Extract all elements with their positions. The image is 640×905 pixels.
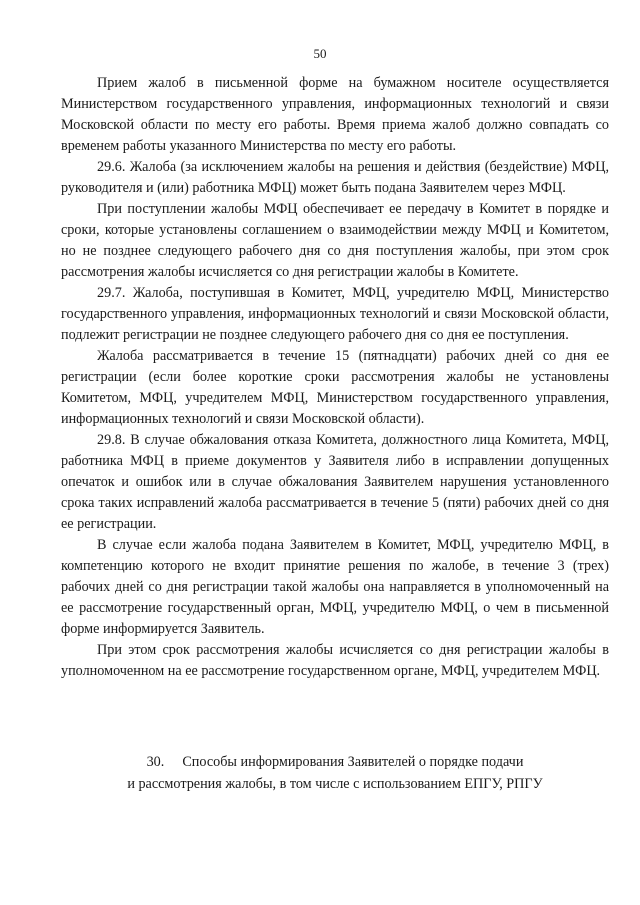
page-number: 50 [313,46,327,61]
paragraph: 29.7. Жалоба, поступившая в Комитет, МФЦ, учредителю МФЦ, Министерство государственного управления, информационных технологий и связи Московской области, подлежит регистрации не позднее следующего рабочего дня со дня ее поступления. [61,285,609,343]
paragraph: 29.8. В случае обжалования отказа Комитета, должностного лица Комитета, МФЦ, работника МФЦ в приеме документов у Заявителя либо в исправлении допущенных опечаток и ошибок или в случае обжалования Заявителем нарушения установленного срока таких исправлений жалоба рассматривается в течение 5 (пяти) рабочих дней со дня ее регистрации. [61,432,609,532]
paragraph: Прием жалоб в письменной форме на бумажном носителе осуществляется Министерством государственного управления, информационных технологий и связи Московской области по месту его работы. Время приема жалоб должно совпадать со временем работы указанного Министерства по месту его работы. [61,75,609,154]
paragraph: 29.6. Жалоба (за исключением жалобы на решения и действия (бездействие) МФЦ, руководителя и (или) работника МФЦ) может быть подана Заявителем через МФЦ. [61,159,609,196]
section-heading [60,752,610,795]
paragraph: При этом срок рассмотрения жалобы исчисляется со дня регистрации жалобы в уполномоченном на ее рассмотрение государственном органе, МФЦ, учредителем МФЦ. [61,642,609,679]
section-title-line-2: и рассмотрения жалобы, в том числе с использованием ЕПГУ, РПГУ [127,775,543,792]
document-body [61,73,609,682]
section-title-line-1: Способы информирования Заявителей о порядке подачи [182,754,524,770]
section-heading-line-1 [60,752,610,774]
paragraph: В случае если жалоба подана Заявителем в Комитет, МФЦ, учредителю МФЦ, в компетенцию которого не входит принятие решения по жалобе, в течение 3 (трех) рабочих дней со дня регистрации такой жалобы она направляется в уполномоченный на ее рассмотрение государственный орган, МФЦ, учредителю МФЦ, о чем в письменной форме информируется Заявитель. [61,537,609,637]
paragraph: При поступлении жалобы МФЦ обеспечивает ее передачу в Комитет в порядке и сроки, которые установлены соглашением о взаимодействии между МФЦ и Комитетом, но не позднее следующего рабочего дня со дня поступления жалобы, при этом срок рассмотрения жалобы исчисляется со дня регистрации жалобы в Комитете. [61,201,609,280]
section-number: 30. [146,754,165,770]
paragraph: Жалоба рассматривается в течение 15 (пятнадцати) рабочих дней со дня ее регистрации (если более короткие сроки рассмотрения жалобы не установлены Комитетом, МФЦ, учредителем МФЦ, Министерством государственного управления, информационных технологий и связи Московской области). [61,348,609,427]
